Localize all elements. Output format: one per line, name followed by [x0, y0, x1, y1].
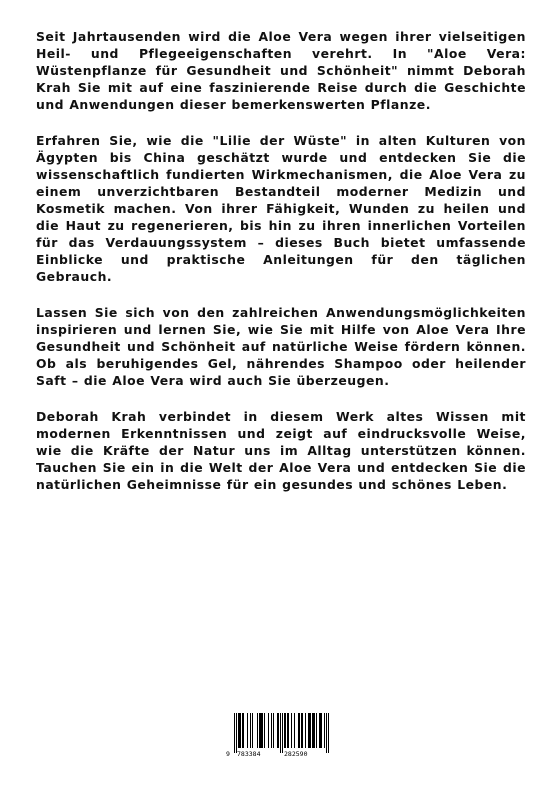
barcode-bar: [259, 713, 260, 748]
barcode-bar: [242, 713, 243, 748]
barcode-bar: [282, 713, 283, 753]
blurb-paragraph-2: Erfahren Sie, wie die "Lilie der Wüste" in alten Kulturen von Ägypten bis China geschätzt wurde und entdecken Sie die wissenschaftlich fundierten Wirkmechanismen, die Aloe Vera zu einem unverzichtbaren Bestandteil moderner Medizin und Kosmetik machen. Von ihrer Fähigkeit, Wunden zu heilen und die Haut zu regenerieren, bis hin zu ihren innerlichen Vorteilen für das Verdauungssystem – dieses Buch bietet umfassende Einblicke und praktische Anleitungen für den täglichen Gebrauch.: [36, 133, 526, 284]
barcode-bar: [328, 713, 329, 753]
barcode-bar: [320, 713, 321, 748]
blurb-text: [36, 28, 526, 512]
barcode-bar: [243, 713, 244, 748]
blurb-paragraph-1: Seit Jahrtausenden wird die Aloe Vera wegen ihrer vielseitigen Heil- und Pflegeeigenschaften verehrt. In "Aloe Vera: Wüstenpflanze für Gesundheit und Schönheit" nimmt Deborah Krah Sie mit auf eine faszinierende Reise durch die Geschichte und Anwendungen dieser bemerkenswerten Pflanze.: [36, 29, 526, 112]
barcode-bar: [284, 713, 285, 748]
barcode-bar: [288, 713, 289, 748]
barcode-bar: [273, 713, 274, 748]
barcode-first-digit: 9: [226, 750, 230, 758]
barcode-bar: [236, 713, 237, 753]
barcode-bar: [298, 713, 299, 748]
barcode-bar: [319, 713, 320, 748]
barcode-right-digits: 282590: [284, 750, 308, 758]
barcode-bar: [238, 713, 239, 748]
barcode-bar: [324, 713, 325, 748]
barcode-bar: [291, 713, 292, 748]
barcode-bar: [326, 713, 327, 753]
barcode-bar: [261, 713, 262, 748]
barcode-bar: [287, 713, 288, 748]
blurb-paragraph-4: Deborah Krah verbindet in diesem Werk altes Wissen mit modernen Erkenntnissen und zeigt auf eindrucksvolle Weise, wie die Kräfte der Natur uns im Alltag unterstützen können. Tauchen Sie ein in die Welt der Aloe Vera und entdecken Sie die natürlichen Geheimnisse für ein gesundes und schönes Leben.: [36, 409, 526, 492]
barcode-bar: [299, 713, 300, 748]
barcode-bar: [309, 713, 310, 748]
barcode-bar: [308, 713, 309, 748]
barcode-bar: [316, 713, 317, 748]
barcode-bar: [264, 713, 265, 748]
barcode-bar: [277, 713, 278, 748]
barcode-bar: [280, 713, 281, 753]
barcode-left-digits: 783384: [237, 750, 261, 758]
barcode-bar: [247, 713, 248, 748]
barcode-bar: [260, 713, 261, 748]
barcode-bar: [250, 713, 251, 748]
barcode-bar: [312, 713, 313, 748]
barcode-bar: [262, 713, 263, 748]
barcode-bar: [305, 713, 306, 748]
barcode-bar: [321, 713, 322, 748]
barcode-bar: [257, 713, 258, 748]
blurb-paragraph-3: Lassen Sie sich von den zahlreichen Anwendungsmöglichkeiten inspirieren und lernen Sie, wie Sie mit Hilfe von Aloe Vera Ihre Gesundheit und Schönheit auf natürliche Weise fördern können. Ob als beruhigendes Gel, nährendes Shampoo oder heilender Saft – die Aloe Vera wird auch Sie überzeugen.: [36, 305, 526, 388]
barcode-bar: [294, 713, 295, 748]
isbn-barcode: [226, 713, 332, 763]
barcode-bars-graphic: [226, 713, 332, 753]
barcode-bar: [285, 713, 286, 748]
barcode-bar: [252, 713, 253, 748]
barcode-bar: [268, 713, 269, 748]
barcode-bar: [278, 713, 279, 748]
barcode-bar: [239, 713, 240, 748]
barcode-bar: [310, 713, 311, 748]
barcode-bar: [234, 713, 235, 753]
barcode-bar: [314, 713, 315, 748]
barcode-bar: [240, 713, 241, 748]
barcode-bar: [313, 713, 314, 748]
barcode-bar: [302, 713, 303, 748]
barcode-bar: [301, 713, 302, 748]
barcode-bar: [271, 713, 272, 748]
